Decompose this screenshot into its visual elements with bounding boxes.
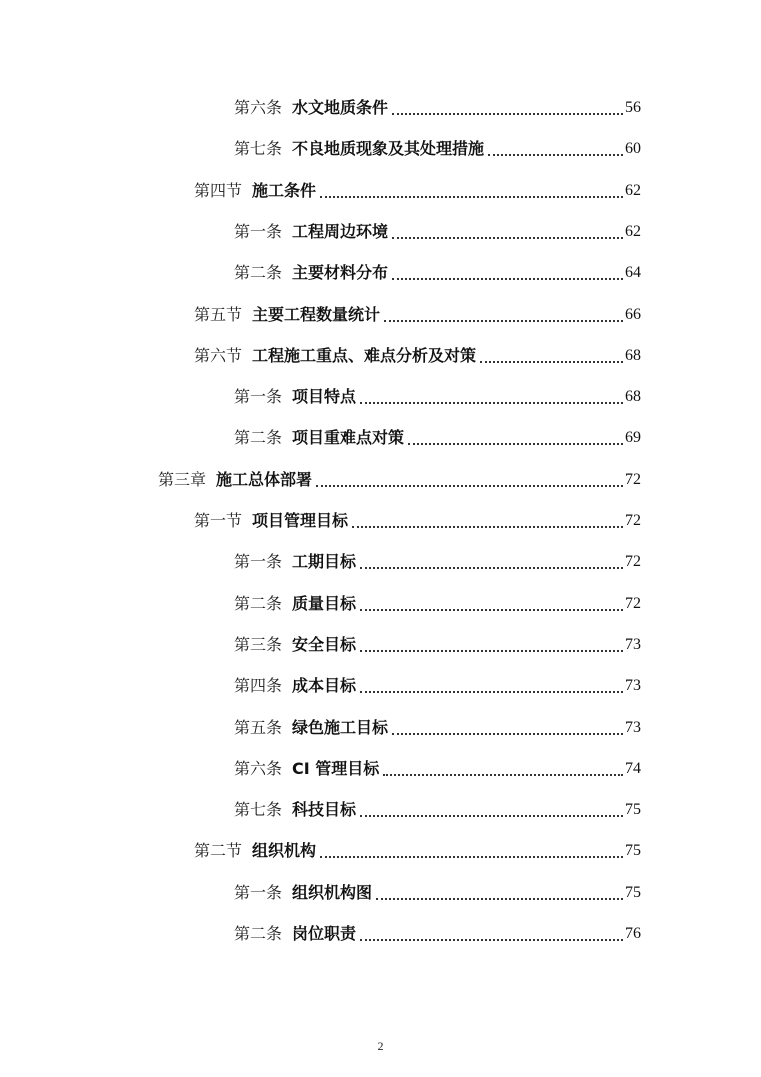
toc-entry[interactable]	[234, 134, 641, 164]
toc-leader-dots	[360, 402, 623, 404]
toc-leader-dots	[480, 361, 623, 363]
page-number: 2	[377, 1039, 384, 1053]
toc-leader-dots	[360, 650, 623, 652]
toc-entry[interactable]	[194, 506, 641, 536]
toc-entry[interactable]	[234, 713, 641, 743]
toc-entry-page: 75	[625, 801, 641, 819]
toc-entry[interactable]	[234, 423, 641, 453]
toc-entry-page: 73	[625, 677, 641, 695]
toc-entry[interactable]	[234, 878, 641, 908]
toc-entry-page: 68	[625, 346, 641, 364]
toc-leader-dots	[392, 733, 623, 735]
toc-entry[interactable]	[234, 754, 641, 784]
toc-entry[interactable]	[234, 258, 641, 288]
toc-leader-dots	[392, 113, 623, 115]
toc-entry-number: 第一条	[234, 882, 283, 902]
toc-entry-page: 75	[625, 842, 641, 860]
toc-leader-dots	[488, 154, 623, 156]
toc-entry-title: 工程施工重点、难点分析及对策	[252, 345, 477, 365]
toc-entry-page: 76	[625, 925, 641, 942]
toc-entry-number: 第一条	[234, 552, 283, 572]
toc-leader-dots	[352, 526, 623, 528]
toc-entry-page: 68	[625, 388, 641, 406]
toc-leader-dots	[360, 815, 623, 817]
toc-entry[interactable]	[194, 300, 641, 330]
toc-entry-page: 75	[625, 883, 641, 901]
toc-entry-number: 第六节	[194, 345, 243, 365]
toc-entry-title: 工期目标	[292, 552, 357, 572]
toc-entry-number: 第六条	[234, 98, 283, 117]
toc-entry[interactable]	[234, 382, 641, 412]
toc-entry-number: 第二节	[194, 841, 243, 861]
toc-entry-page: 72	[625, 470, 641, 488]
toc-leader-dots	[360, 609, 623, 611]
toc-entry-title: 施工总体部署	[216, 469, 313, 489]
toc-entry[interactable]	[194, 341, 641, 371]
toc-entry[interactable]	[194, 176, 641, 206]
toc-entry-number: 第二条	[234, 428, 283, 448]
toc-entry-title: 不良地质现象及其处理措施	[292, 139, 485, 159]
toc-entry[interactable]	[194, 836, 641, 866]
toc-entry-page: 62	[625, 181, 641, 199]
toc-entry-title: 岗位职责	[292, 924, 357, 943]
toc-entry-number: 第四节	[194, 180, 243, 200]
toc-leader-dots	[408, 443, 623, 445]
toc-entry[interactable]	[158, 465, 641, 495]
toc-entry-title: 主要材料分布	[292, 263, 389, 283]
toc-entry-page: 64	[625, 264, 641, 282]
toc-entry-page: 74	[625, 759, 641, 777]
toc-entry-number: 第五节	[194, 304, 243, 324]
toc-entry-title: 组织机构图	[292, 882, 373, 902]
toc-leader-dots	[383, 774, 623, 776]
toc-entry-title: 科技目标	[292, 800, 357, 820]
toc-leader-dots	[320, 856, 623, 858]
toc-entry-title: 水文地质条件	[292, 98, 389, 117]
toc-entry-page: 56	[625, 99, 641, 116]
toc-entry-number: 第二条	[234, 924, 283, 943]
toc-entry-number: 第五条	[234, 717, 283, 737]
toc-entry-page: 73	[625, 635, 641, 653]
toc-entry-page: 62	[625, 222, 641, 240]
toc-entry[interactable]	[234, 795, 641, 825]
toc-leader-dots	[392, 278, 623, 280]
toc-entry-title: 项目特点	[292, 387, 357, 407]
toc-entry-title: 工程周边环境	[292, 221, 389, 241]
toc-entry-page: 73	[625, 718, 641, 736]
toc-leader-dots	[316, 485, 623, 487]
toc-leader-dots	[360, 567, 623, 569]
toc-entry[interactable]	[234, 671, 641, 701]
toc-leader-dots	[360, 939, 623, 941]
toc-entry-title: 主要工程数量统计	[252, 304, 381, 324]
toc-entry-page: 72	[625, 512, 641, 529]
toc-entry-number: 第二条	[234, 263, 283, 283]
toc-entry[interactable]	[234, 630, 641, 660]
toc-entry-page: 66	[625, 305, 641, 323]
toc-leader-dots	[360, 691, 623, 693]
toc-entry[interactable]	[234, 93, 641, 123]
toc-leader-dots	[384, 320, 623, 322]
toc-entry[interactable]	[234, 547, 641, 577]
toc-leader-dots	[392, 237, 623, 239]
toc-leader-dots	[320, 196, 623, 198]
toc-entry[interactable]	[234, 919, 641, 949]
toc-entry-title: CI 管理目标	[292, 758, 380, 778]
toc-entry-number: 第七条	[234, 800, 283, 820]
toc-entry-number: 第四条	[234, 676, 283, 696]
toc-entry-number: 第三条	[234, 634, 283, 654]
toc-leader-dots	[376, 898, 623, 900]
toc-entry-title: 绿色施工目标	[292, 717, 389, 737]
toc-entry-page: 72	[625, 553, 641, 571]
toc-entry-number: 第六条	[234, 758, 283, 778]
toc-entry-title: 施工条件	[252, 180, 317, 200]
toc-entry[interactable]	[234, 217, 641, 247]
toc-entry-number: 第一节	[194, 511, 243, 530]
toc-entry-number: 第三章	[158, 469, 207, 489]
toc-entry-title: 安全目标	[292, 634, 357, 654]
toc-entry-title: 项目重难点对策	[292, 428, 405, 448]
toc-entry-number: 第一条	[234, 387, 283, 407]
toc-entry-page: 69	[625, 429, 641, 447]
toc-entry-page: 72	[625, 594, 641, 612]
toc-entry[interactable]	[234, 589, 641, 619]
toc-entry-number: 第一条	[234, 221, 283, 241]
toc-entry-title: 组织机构	[252, 841, 317, 861]
toc-entry-number: 第七条	[234, 139, 283, 159]
toc-entry-page: 60	[625, 140, 641, 158]
toc-entry-number: 第二条	[234, 593, 283, 613]
toc-entry-title: 成本目标	[292, 676, 357, 696]
toc-entry-title: 项目管理目标	[252, 511, 349, 530]
toc-entry-title: 质量目标	[292, 593, 357, 613]
